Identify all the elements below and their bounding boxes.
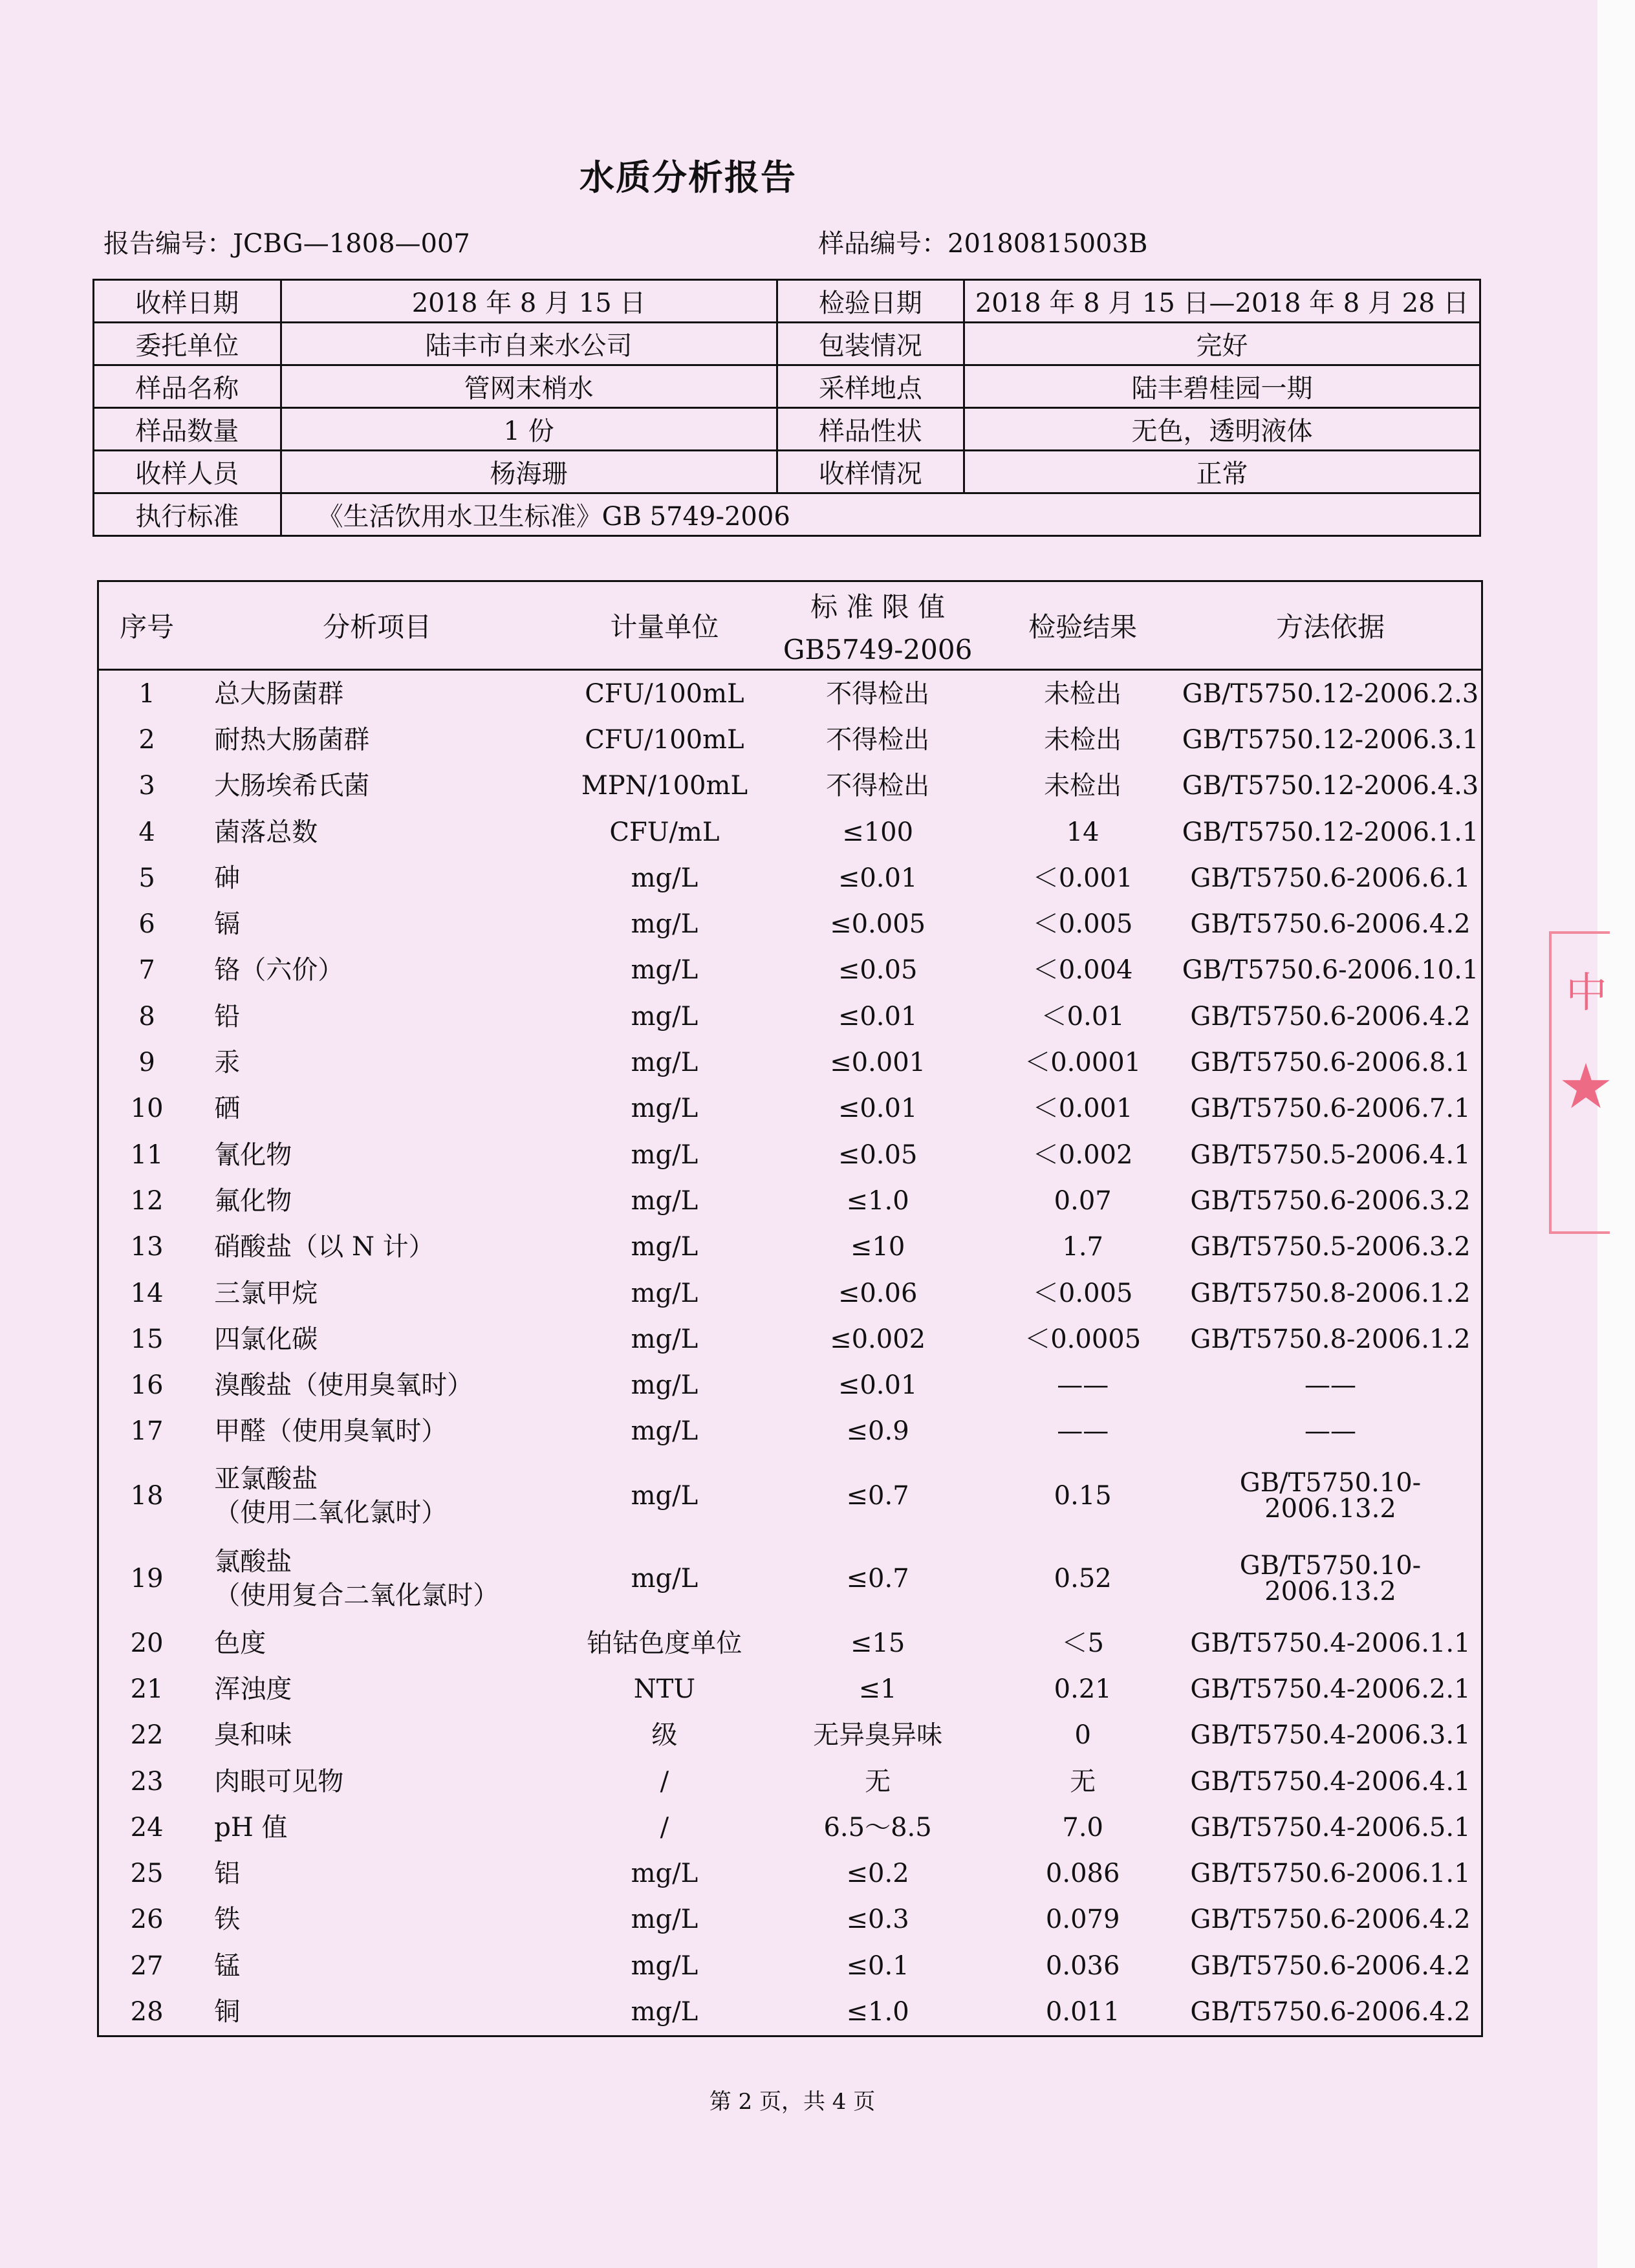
row-number: 7 — [138, 955, 155, 986]
page-title: 水质分析报告 — [579, 157, 797, 198]
unit-cell: mg/L — [631, 1997, 698, 2027]
method-cell: GB/T5750.6-2006.10.1 — [1182, 955, 1479, 986]
unit-cell: mg/L — [631, 1324, 698, 1354]
result-cell: 7.0 — [1062, 1812, 1103, 1842]
result-cell: ＜0.001 — [1032, 1094, 1133, 1124]
item-name: 硝酸盐（以 N 计） — [214, 1232, 435, 1262]
row-number: 9 — [138, 1048, 155, 1078]
limit-cell: ≤0.1 — [846, 1950, 909, 1981]
analysis-item — [195, 1132, 559, 1178]
method-cell: GB/T5750.5-2006.4.1 — [1190, 1139, 1471, 1170]
standard-row — [94, 493, 1480, 536]
limit-cell: ≤100 — [842, 817, 914, 847]
method-cell: GB/T5750.10-2006.13.2 — [1239, 1551, 1422, 1607]
unit-cell: mg/L — [631, 1950, 698, 1981]
sample-info-table — [92, 279, 1481, 537]
unit-cell: mg/L — [631, 1564, 698, 1594]
result-cell: ＜0.0005 — [1024, 1324, 1142, 1354]
table-row — [98, 1666, 1482, 1712]
info-label: 收样情况 — [777, 451, 964, 493]
limit-cell: 不得检出 — [826, 678, 930, 709]
limit-cell: 不得检出 — [826, 724, 930, 755]
limit-cell: ≤0.3 — [846, 1905, 909, 1935]
method-cell: GB/T5750.6-2006.6.1 — [1190, 863, 1471, 893]
item-name: 镉 — [214, 909, 241, 940]
table-row — [98, 1132, 1482, 1178]
table-row — [98, 1362, 1482, 1408]
analysis-item — [195, 1712, 559, 1758]
analysis-item — [195, 1851, 559, 1897]
analysis-item — [195, 1362, 559, 1408]
stamp-star-icon: ★ — [1558, 1050, 1614, 1123]
analysis-item — [195, 1989, 559, 2036]
info-label: 检验日期 — [777, 280, 964, 323]
row-number: 5 — [138, 863, 155, 893]
row-number: 3 — [138, 771, 155, 801]
result-cell: 未检出 — [1044, 678, 1122, 709]
table-row — [98, 809, 1482, 855]
table-row — [98, 1224, 1482, 1270]
item-name: 总大肠菌群 — [214, 678, 344, 709]
row-number: 14 — [130, 1278, 164, 1308]
method-cell: GB/T5750.8-2006.1.2 — [1190, 1278, 1471, 1308]
unit-cell: CFU/100mL — [585, 678, 744, 709]
item-name: 肉眼可见物 — [214, 1766, 344, 1797]
limit-cell: ≤0.9 — [846, 1416, 909, 1447]
limit-cell: ≤0.06 — [838, 1278, 918, 1308]
unit-cell: MPN/100mL — [581, 771, 748, 801]
limit-cell: ≤0.01 — [838, 1370, 918, 1401]
table-row — [98, 1039, 1482, 1085]
limit-cell: 不得检出 — [826, 771, 930, 801]
unit-cell: / — [660, 1812, 669, 1842]
result-cell: ＜5 — [1061, 1628, 1104, 1658]
info-row — [94, 365, 1480, 408]
info-label: 委托单位 — [94, 323, 281, 365]
unit-cell: mg/L — [631, 1094, 698, 1124]
item-name-note: （使用复合二氧化氯时） — [214, 1581, 499, 1611]
row-number: 17 — [130, 1416, 164, 1447]
item-name: 菌落总数 — [214, 817, 318, 847]
info-label: 采样地点 — [777, 365, 964, 408]
analysis-item — [195, 1758, 559, 1804]
row-number: 13 — [130, 1232, 164, 1262]
row-number: 2 — [138, 724, 155, 755]
result-cell: ＜0.001 — [1032, 863, 1133, 893]
info-row — [94, 451, 1480, 493]
item-name: 四氯化碳 — [214, 1324, 318, 1354]
result-cell: ＜0.01 — [1041, 1001, 1125, 1031]
table-row — [98, 1897, 1482, 1943]
analysis-item — [195, 1537, 559, 1620]
row-number: 23 — [130, 1766, 164, 1797]
item-name: 汞 — [214, 1048, 241, 1078]
info-value: 陆丰碧桂园一期 — [964, 365, 1480, 408]
result-cell: 0.036 — [1045, 1950, 1120, 1981]
limit-cell: ≤0.002 — [830, 1324, 926, 1354]
analysis-item — [195, 855, 559, 901]
method-cell: GB/T5750.6-2006.4.2 — [1190, 909, 1471, 940]
info-value: 陆丰市自来水公司 — [281, 323, 777, 365]
unit-cell: mg/L — [631, 1278, 698, 1308]
row-number: 24 — [130, 1812, 164, 1842]
item-name: 耐热大肠菌群 — [214, 724, 370, 755]
unit-cell: mg/L — [631, 1416, 698, 1447]
limit-cell: ≤0.001 — [830, 1048, 926, 1078]
row-number: 15 — [130, 1324, 164, 1354]
unit-cell: NTU — [633, 1674, 696, 1704]
info-value: 完好 — [964, 323, 1480, 365]
table-row — [98, 1989, 1482, 2036]
row-number: 16 — [130, 1370, 164, 1401]
row-number: 19 — [130, 1564, 164, 1594]
method-cell: GB/T5750.6-2006.4.2 — [1190, 1001, 1471, 1031]
table-row — [98, 1178, 1482, 1224]
result-cell: 0.52 — [1054, 1564, 1112, 1594]
limit-cell: ≤10 — [850, 1232, 905, 1262]
item-name: 大肠埃希氏菌 — [214, 771, 370, 801]
item-name-note: （使用二氧化氯时） — [214, 1498, 448, 1528]
info-value: 管网末梢水 — [281, 365, 777, 408]
method-cell: GB/T5750.6-2006.4.2 — [1190, 1950, 1471, 1981]
result-cell: —— — [1057, 1416, 1109, 1447]
method-cell: GB/T5750.4-2006.2.1 — [1190, 1674, 1471, 1704]
limit-cell: ≤0.7 — [846, 1481, 909, 1511]
unit-cell: mg/L — [631, 863, 698, 893]
row-number: 4 — [138, 817, 155, 847]
unit-cell: mg/L — [631, 909, 698, 940]
unit-cell: mg/L — [631, 1185, 698, 1216]
table-row — [98, 993, 1482, 1039]
info-value: 杨海珊 — [281, 451, 777, 493]
result-cell: 未检出 — [1044, 724, 1122, 755]
result-cell: ＜0.0001 — [1024, 1048, 1142, 1078]
method-cell: GB/T5750.4-2006.1.1 — [1190, 1628, 1471, 1658]
limit-cell: ≤0.05 — [838, 1139, 918, 1170]
item-name: 甲醛（使用臭氧时） — [214, 1416, 448, 1447]
header-result: 检验结果 — [986, 581, 1180, 670]
item-name: 铁 — [214, 1905, 241, 1935]
item-name: 铜 — [214, 1997, 241, 2027]
result-cell: 0.21 — [1054, 1674, 1112, 1704]
unit-cell: mg/L — [631, 1232, 698, 1262]
table-row — [98, 1851, 1482, 1897]
method-cell: GB/T5750.12-2006.1.1 — [1182, 817, 1479, 847]
method-cell: —— — [1304, 1370, 1356, 1401]
result-cell: 无 — [1070, 1766, 1096, 1797]
analysis-item — [195, 1409, 559, 1454]
limit-cell: ≤0.01 — [838, 1094, 918, 1124]
standard-value: 《生活饮用水卫生标准》GB 5749-2006 — [281, 493, 1480, 536]
analysis-item — [195, 1178, 559, 1224]
method-cell: GB/T5750.5-2006.3.2 — [1190, 1232, 1471, 1262]
method-cell: GB/T5750.8-2006.1.2 — [1190, 1324, 1471, 1354]
header-method: 方法依据 — [1180, 581, 1482, 670]
info-label: 样品名称 — [94, 365, 281, 408]
item-name: 色度 — [214, 1628, 266, 1658]
table-row — [98, 901, 1482, 947]
info-label: 样品数量 — [94, 408, 281, 451]
table-row — [98, 717, 1482, 762]
analysis-item — [195, 993, 559, 1039]
limit-cell: ≤1 — [858, 1674, 897, 1704]
item-name: 锰 — [214, 1950, 241, 1981]
unit-cell: mg/L — [631, 955, 698, 986]
method-cell: GB/T5750.4-2006.3.1 — [1190, 1720, 1471, 1751]
report-number: 报告编号：JCBG—1808—007 — [103, 229, 470, 259]
analysis-item — [195, 901, 559, 947]
item-name: 铬（六价） — [214, 955, 344, 986]
method-cell: GB/T5750.12-2006.2.3 — [1182, 678, 1479, 709]
page-footer: 第 2 页，共 4 页 — [709, 2089, 876, 2115]
row-number: 6 — [138, 909, 155, 940]
info-row — [94, 280, 1480, 323]
unit-cell: mg/L — [631, 1905, 698, 1935]
analysis-item — [195, 717, 559, 762]
unit-cell: mg/L — [631, 1481, 698, 1511]
analysis-item — [195, 1897, 559, 1943]
official-stamp-fragment — [1549, 931, 1614, 1234]
result-cell: ＜0.004 — [1032, 955, 1133, 986]
table-row — [98, 1454, 1482, 1537]
result-cell: 14 — [1066, 817, 1099, 847]
unit-cell: 级 — [651, 1720, 678, 1751]
limit-cell: 无 — [865, 1766, 891, 1797]
item-name: 氰化物 — [214, 1139, 292, 1170]
table-row — [98, 1316, 1482, 1362]
table-row — [98, 763, 1482, 809]
limit-cell: ≤15 — [850, 1628, 905, 1658]
info-value: 正常 — [964, 451, 1480, 493]
analysis-item — [195, 1804, 559, 1850]
item-name: 硒 — [214, 1094, 241, 1124]
table-row — [98, 670, 1482, 717]
item-name: 三氯甲烷 — [214, 1278, 318, 1308]
unit-cell: mg/L — [631, 1139, 698, 1170]
row-number: 21 — [130, 1674, 164, 1704]
method-cell: GB/T5750.6-2006.3.2 — [1190, 1185, 1471, 1216]
limit-cell: ≤0.005 — [830, 909, 926, 940]
limit-cell: ≤1.0 — [846, 1997, 909, 2027]
limit-cell: ≤0.2 — [846, 1859, 909, 1889]
sample-number: 样品编号：20180815003B — [818, 229, 1148, 259]
method-cell: GB/T5750.4-2006.4.1 — [1190, 1766, 1471, 1797]
item-name: 亚氯酸盐 — [214, 1464, 318, 1495]
info-value: 1 份 — [281, 408, 777, 451]
info-value: 2018 年 8 月 15 日—2018 年 8 月 28 日 — [964, 280, 1480, 323]
method-cell: GB/T5750.6-2006.1.1 — [1190, 1859, 1471, 1889]
info-row — [94, 323, 1480, 365]
header-limit-line2: GB5749-2006 — [783, 633, 973, 665]
row-number: 8 — [138, 1001, 155, 1031]
method-cell: GB/T5750.6-2006.8.1 — [1190, 1048, 1471, 1078]
item-name: pH 值 — [214, 1812, 288, 1842]
table-row — [98, 1086, 1482, 1132]
method-cell: GB/T5750.12-2006.4.3 — [1182, 771, 1479, 801]
limit-cell: 无异臭异味 — [813, 1720, 943, 1751]
item-name: 铝 — [214, 1859, 241, 1889]
header-no: 序号 — [98, 581, 195, 670]
table-row — [98, 1804, 1482, 1850]
limit-cell: ≤0.01 — [838, 863, 918, 893]
info-label: 样品性状 — [777, 408, 964, 451]
header-limit-line1: 标 准 限 值 — [810, 590, 946, 623]
row-number: 11 — [130, 1139, 164, 1170]
analysis-item — [195, 1270, 559, 1316]
row-number: 20 — [130, 1628, 164, 1658]
item-name: 氯酸盐 — [214, 1547, 292, 1577]
analysis-item — [195, 1620, 559, 1666]
result-cell: 0.079 — [1045, 1905, 1120, 1935]
info-value: 2018 年 8 月 15 日 — [281, 280, 777, 323]
table-row — [98, 855, 1482, 901]
table-row — [98, 1409, 1482, 1454]
result-cell: 0.15 — [1054, 1481, 1112, 1511]
result-cell: 1.7 — [1062, 1232, 1103, 1262]
result-cell: 0.086 — [1045, 1859, 1120, 1889]
header-unit: 计量单位 — [559, 581, 770, 670]
item-name: 浑浊度 — [214, 1674, 292, 1704]
header-item: 分析项目 — [195, 581, 559, 670]
row-number: 27 — [130, 1950, 164, 1981]
method-cell: GB/T5750.12-2006.3.1 — [1182, 724, 1479, 755]
row-number: 26 — [130, 1905, 164, 1935]
analysis-item — [195, 1454, 559, 1537]
table-row — [98, 947, 1482, 993]
method-cell: GB/T5750.10-2006.13.2 — [1239, 1468, 1422, 1524]
method-cell: GB/T5750.6-2006.4.2 — [1190, 1905, 1471, 1935]
method-cell: GB/T5750.6-2006.7.1 — [1190, 1094, 1471, 1124]
result-cell: ＜0.005 — [1032, 909, 1133, 940]
row-number: 12 — [130, 1185, 164, 1216]
stamp-char: 中 — [1566, 969, 1607, 1017]
item-name: 溴酸盐（使用臭氧时） — [214, 1370, 473, 1401]
unit-cell: mg/L — [631, 1370, 698, 1401]
row-number: 1 — [138, 678, 155, 709]
limit-cell: 6.5～8.5 — [823, 1812, 932, 1842]
row-number: 22 — [130, 1720, 164, 1751]
row-number: 18 — [130, 1481, 164, 1511]
unit-cell: 铂钴色度单位 — [587, 1628, 742, 1658]
analysis-item — [195, 809, 559, 855]
info-label: 收样人员 — [94, 451, 281, 493]
results-header-row — [98, 581, 1482, 670]
item-name: 氟化物 — [214, 1185, 292, 1216]
unit-cell: CFU/mL — [609, 817, 720, 847]
analysis-item — [195, 1086, 559, 1132]
item-name: 臭和味 — [214, 1720, 292, 1751]
unit-cell: CFU/100mL — [585, 724, 744, 755]
unit-cell: mg/L — [631, 1001, 698, 1031]
analysis-item — [195, 1224, 559, 1270]
info-value: 无色，透明液体 — [964, 408, 1480, 451]
analysis-item — [195, 947, 559, 993]
result-cell: ＜0.002 — [1032, 1139, 1133, 1170]
analysis-item — [195, 670, 559, 717]
result-cell: ＜0.005 — [1032, 1278, 1133, 1308]
limit-cell: ≤0.7 — [846, 1564, 909, 1594]
unit-cell: / — [660, 1766, 669, 1797]
table-row — [98, 1537, 1482, 1620]
row-number: 25 — [130, 1859, 164, 1889]
result-cell: 0.07 — [1054, 1185, 1112, 1216]
info-label: 包装情况 — [777, 323, 964, 365]
limit-cell: ≤0.05 — [838, 955, 918, 986]
result-cell: 0.011 — [1045, 1997, 1120, 2027]
results-table — [97, 580, 1483, 2037]
method-cell: —— — [1304, 1416, 1356, 1447]
row-number: 28 — [130, 1997, 164, 2027]
header-limit — [770, 581, 986, 670]
analysis-item — [195, 1666, 559, 1712]
result-cell: 未检出 — [1044, 771, 1122, 801]
analysis-item — [195, 1943, 559, 1989]
table-row — [98, 1712, 1482, 1758]
analysis-item — [195, 1039, 559, 1085]
row-number: 10 — [130, 1094, 164, 1124]
table-row — [98, 1620, 1482, 1666]
method-cell: GB/T5750.6-2006.4.2 — [1190, 1997, 1471, 2027]
item-name: 铅 — [214, 1001, 241, 1031]
info-row — [94, 408, 1480, 451]
info-label: 收样日期 — [94, 280, 281, 323]
result-cell: 0 — [1074, 1720, 1091, 1751]
limit-cell: ≤1.0 — [846, 1185, 909, 1216]
analysis-item — [195, 1316, 559, 1362]
standard-label: 执行标准 — [94, 493, 281, 536]
table-row — [98, 1943, 1482, 1989]
analysis-item — [195, 763, 559, 809]
limit-cell: ≤0.01 — [838, 1001, 918, 1031]
unit-cell: mg/L — [631, 1859, 698, 1889]
table-row — [98, 1758, 1482, 1804]
table-row — [98, 1270, 1482, 1316]
item-name: 砷 — [214, 863, 241, 893]
result-cell: —— — [1057, 1370, 1109, 1401]
method-cell: GB/T5750.4-2006.5.1 — [1190, 1812, 1471, 1842]
unit-cell: mg/L — [631, 1048, 698, 1078]
